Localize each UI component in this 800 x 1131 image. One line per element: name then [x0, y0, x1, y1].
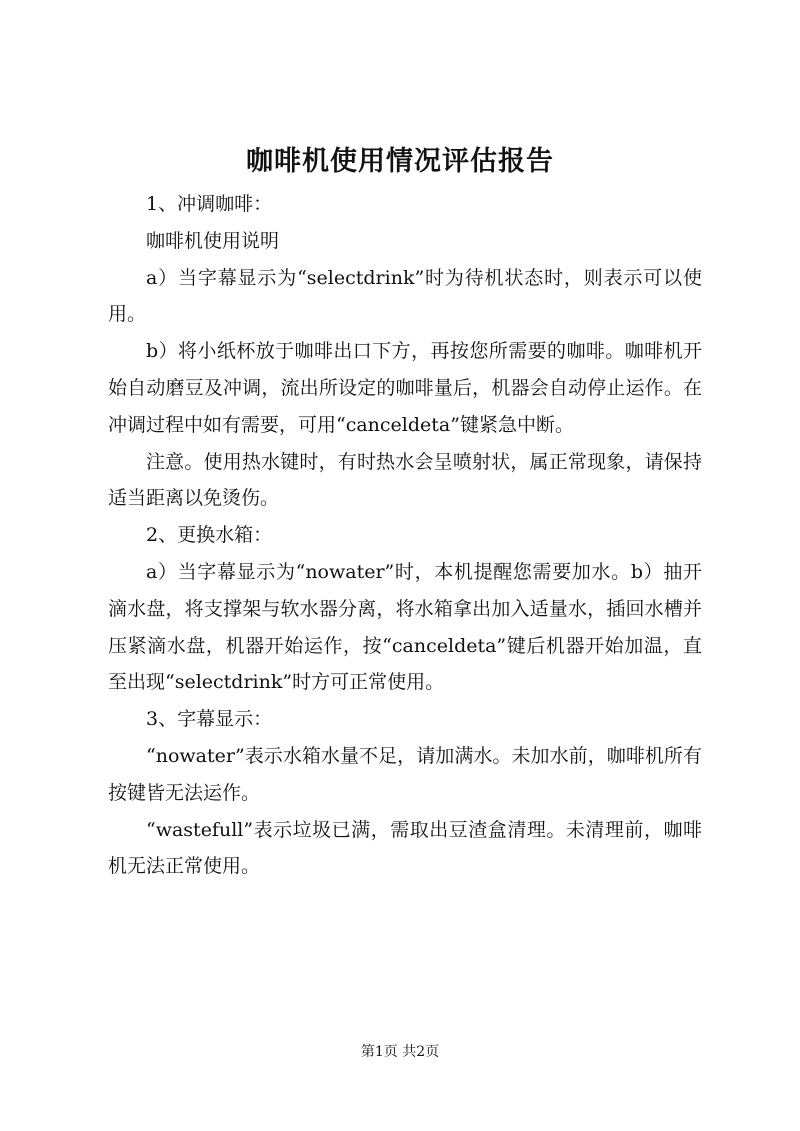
paragraph-nowater: “nowater”表示水箱水量不足，请加满水。未加水前，咖啡机所有按键皆无法运作。: [108, 744, 702, 804]
page-number-footer: 第1页 共2页: [360, 1044, 440, 1060]
paragraph-standby: a）当字幕显示为“selectdrink”时为待机状态时，则表示可以使用。: [108, 266, 702, 326]
document-body: [108, 186, 702, 885]
paragraph-brew-steps: b）将小纸杯放于咖啡出口下方，再按您所需要的咖啡。咖啡机开始自动磨豆及冲调，流出所设定的咖啡量后，机器会自动停止运作。在冲调过程中如有需要，可用“canceldeta”键紧急中断。: [108, 340, 702, 436]
section-heading-brew: 1、冲调咖啡：: [146, 193, 273, 215]
paragraph-wastefull: “wastefull”表示垃圾已满，需取出豆渣盒清理。未清理前，咖啡机无法正常使用。: [108, 818, 702, 878]
section-heading-display: 3、字幕显示：: [146, 708, 273, 731]
section-heading-water-tank: 2、更换水箱：: [146, 524, 273, 547]
paragraph-manual-title: 咖啡机使用说明: [146, 229, 280, 252]
paragraph-water-tank-steps: a）当字幕显示为“nowater”时，本机提醒您需要加水。b）抽开滴水盘，将支撑架与软水器分离，将水箱拿出加入适量水，插回水槽并压紧滴水盘，机器开始运作，按“canceldeta”键后机器开始加温，直至出现“selectdrink”时方可正常使用。: [108, 560, 702, 694]
document-title: 咖啡机使用情况评估报告: [246, 146, 554, 177]
paragraph-caution: 注意。使用热水键时，有时热水会呈喷射状，属正常现象，请保持适当距离以免烫伤。: [108, 450, 702, 510]
